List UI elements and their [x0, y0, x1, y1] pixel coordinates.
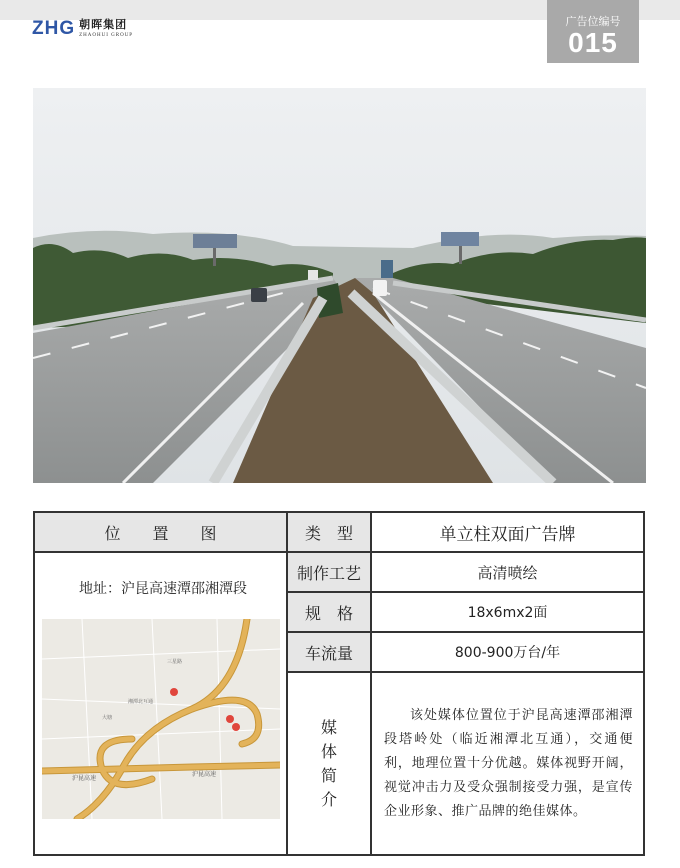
- map-label-expressway-west: 沪昆高速: [72, 775, 97, 782]
- size-value: 18x6mx2面: [467, 605, 548, 621]
- ad-number-label: 广告位编号: [565, 15, 621, 28]
- highway-billboard-photo-icon: [33, 88, 646, 483]
- logo-name-en: ZHAOHUI GROUP: [79, 33, 134, 38]
- billboard-photo: [33, 88, 646, 483]
- size-label: 规 格: [288, 593, 370, 631]
- type-label: 类 型: [288, 513, 370, 551]
- location-map-header: 位 置 图: [35, 513, 286, 551]
- intro-label: 媒体简介: [320, 717, 337, 809]
- intro-cell: [372, 673, 643, 854]
- intro-text: 该处媒体位置位于沪昆高速潭邵湘潭段塔岭处（临近湘潭北互通），交通便利，地理位置十分优越。媒体视野开阔，视觉冲击力及受众强制接受力强，是宣传企业形象、推广品牌的绝佳媒体。: [384, 707, 633, 819]
- brand-logo: [32, 18, 133, 40]
- process-value: 高清喷绘: [477, 563, 538, 582]
- address-text: 地址：沪昆高速潭邵湘潭段: [79, 581, 247, 597]
- type-value: 单立柱双面广告牌: [439, 524, 576, 545]
- ad-number-badge: [547, 0, 639, 63]
- map-label-road: 三星路: [167, 659, 183, 665]
- info-table: [33, 511, 645, 856]
- intro-label-cell: [288, 673, 370, 854]
- map-label-expressway-east: 沪昆高速: [192, 771, 217, 778]
- ad-number-value: 015: [568, 27, 618, 58]
- traffic-value: 800-900万台/年: [454, 645, 561, 661]
- process-label: 制作工艺: [288, 553, 370, 591]
- location-map: [42, 619, 280, 819]
- map-label-interchange: 湘潭北互通: [128, 699, 154, 705]
- logo-name-cn: 朝晖集团: [79, 18, 128, 31]
- logo-mark: ZHG: [32, 18, 76, 39]
- map-label-town: 大塘: [102, 715, 113, 721]
- map-icon: [42, 619, 280, 819]
- traffic-label: 车流量: [288, 633, 370, 671]
